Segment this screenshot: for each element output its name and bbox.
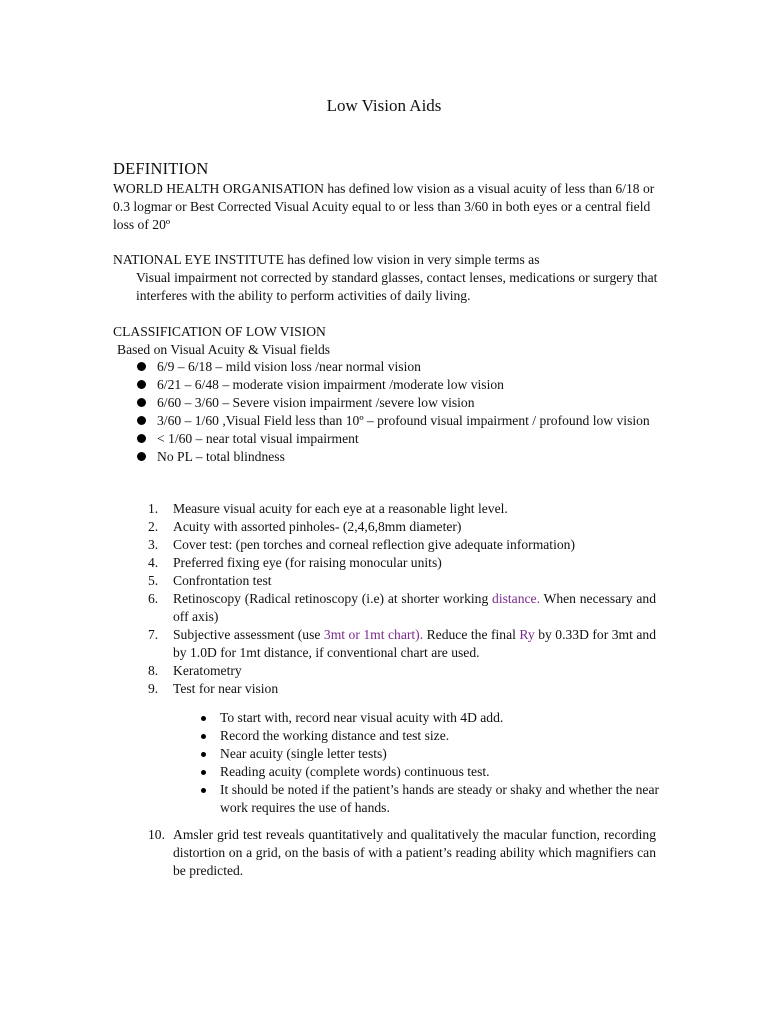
list-item (148, 554, 656, 572)
list-number: 6. (148, 591, 159, 606)
list-item (148, 536, 656, 554)
list-item-text: Cover test: (pen torches and corneal reflection give adequate information) (173, 537, 575, 552)
list-item (148, 680, 656, 698)
list-number: 1. (148, 501, 159, 516)
list-number: 10. (148, 827, 165, 842)
page-title: Low Vision Aids (326, 96, 442, 115)
list-item (148, 500, 656, 518)
list-item (200, 781, 660, 817)
list-item-text: by 0.33D for 3mt and by 1.0D for 1mt distance, if conventional chart are used. (173, 627, 656, 660)
list-item-text: It should be noted if the patient’s hands are steady or shaky and whether the near work requires the use of hands. (220, 782, 660, 815)
bullet-icon (201, 752, 206, 757)
list-item-text: No PL – total blindness (157, 449, 285, 464)
classification-subheading: Based on Visual Acuity & Visual fields (117, 342, 331, 357)
list-item (113, 394, 653, 412)
nei-intro-line: NATIONAL EYE INSTITUTE has defined low vision in very simple terms as (113, 252, 540, 267)
nei-definition-text: Visual impairment not corrected by standard glasses, contact lenses, medications or surgery that interferes with the ability to perform activities of daily living. (136, 270, 658, 303)
bullet-icon (201, 716, 206, 721)
list-item-text: 6/21 – 6/48 – moderate vision impairment /moderate low vision (157, 377, 504, 392)
ry-link[interactable]: Ry (519, 627, 535, 642)
classification-section (113, 323, 658, 359)
list-item-text: Near acuity (single letter tests) (220, 746, 387, 761)
list-item (148, 662, 656, 680)
list-item-text: Reduce the final (423, 627, 520, 642)
bullet-icon (201, 734, 206, 739)
list-item-text: 3/60 – 1/60 ,Visual Field less than 10º – profound visual impairment / profound low vision (157, 413, 650, 428)
bullet-icon (137, 434, 146, 443)
bullet-icon (137, 380, 146, 389)
list-item-text: Record the working distance and test size. (220, 728, 450, 743)
list-item-text: Confrontation test (173, 573, 272, 588)
list-item (113, 448, 653, 466)
classification-heading: CLASSIFICATION OF LOW VISION (113, 324, 326, 339)
bullet-icon (137, 362, 146, 371)
list-item (113, 430, 653, 448)
list-item (148, 626, 656, 662)
bullet-icon (137, 416, 146, 425)
bullet-icon (201, 770, 206, 775)
list-item-text: Acuity with assorted pinholes- (2,4,6,8mm diameter) (173, 519, 462, 534)
classification-list (113, 358, 653, 466)
list-number: 4. (148, 555, 159, 570)
list-item-text: To start with, record near visual acuity with 4D add. (220, 710, 504, 725)
list-number: 7. (148, 627, 159, 642)
list-item (200, 745, 660, 763)
who-definition-paragraph: WORLD HEALTH ORGANISATION has defined low vision as a visual acuity of less than 6/18 or 0.3 logmar or Best Corrected Visual Acuity equal to or less than 3/60 in both eyes or a central field loss of 20º (113, 181, 655, 232)
list-item-text: 6/9 – 6/18 – mild vision loss /near normal vision (157, 359, 421, 374)
list-item-text: Preferred fixing eye (for raising monocular units) (173, 555, 442, 570)
bullet-icon (201, 788, 206, 793)
list-item (200, 727, 660, 745)
definition-heading: DEFINITION (113, 159, 209, 178)
chart-link[interactable]: 3mt or 1mt chart). (323, 627, 424, 642)
list-item (200, 709, 660, 727)
list-item (148, 518, 656, 536)
bullet-icon (137, 452, 146, 461)
bullet-icon (137, 398, 146, 407)
list-number: 8. (148, 663, 159, 678)
list-item-text: Reading acuity (complete words) continuous test. (220, 764, 490, 779)
list-item (113, 376, 653, 394)
list-item (200, 763, 660, 781)
list-item-text: Measure visual acuity for each eye at a reasonable light level. (173, 501, 508, 516)
list-item-amsler (148, 826, 656, 880)
list-number: 5. (148, 573, 159, 588)
list-item-text: Retinoscopy (Radical retinoscopy (i.e) at shorter working (173, 591, 493, 606)
assessment-steps-list (148, 500, 656, 698)
list-item-text: When necessary and off axis) (173, 591, 656, 624)
list-item-text: 6/60 – 3/60 – Severe vision impairment /severe low vision (157, 395, 475, 410)
list-number: 3. (148, 537, 159, 552)
list-item (148, 572, 656, 590)
list-item-text: Amsler grid test reveals quantitatively and qualitatively the macular function, recording distortion on a grid, on the basis of with a patient’s reading ability which magnifiers can be predicted. (173, 827, 656, 878)
near-vision-list (200, 709, 660, 817)
list-item (113, 412, 653, 430)
list-number: 9. (148, 681, 159, 696)
list-item-text: Keratometry (173, 663, 242, 678)
list-item (148, 590, 656, 626)
list-item (113, 358, 653, 376)
nei-definition-paragraph (113, 251, 658, 305)
list-item-text: Subjective assessment (use (173, 627, 324, 642)
list-number: 2. (148, 519, 159, 534)
list-item-text: Test for near vision (173, 681, 279, 696)
distance-link[interactable]: distance. (492, 591, 540, 606)
list-item-text: < 1/60 – near total visual impairment (157, 431, 359, 446)
